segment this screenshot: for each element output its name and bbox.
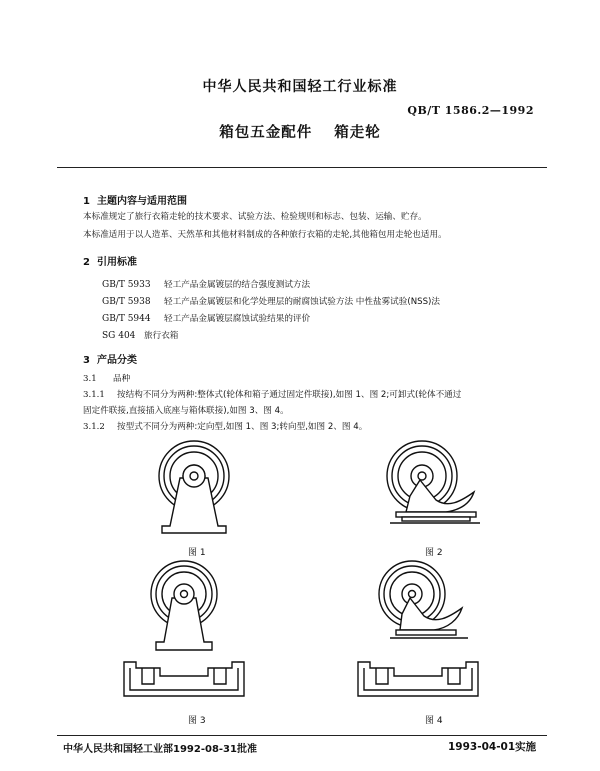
figure-1-caption: 图 1: [188, 548, 206, 558]
section-1-heading: 1 主题内容与适用范围: [83, 196, 187, 207]
approval-note: 中华人民共和国轻工业部1992-08-31批准: [63, 744, 257, 755]
subsection-3-1: 3.1 品种: [83, 374, 131, 384]
title-part2: 箱走轮: [334, 125, 381, 141]
reference-item: GB/T 5944 轻工产品金属镀层腐蚀试验结果的评价: [102, 314, 311, 324]
section-3-heading: 3 产品分类: [83, 355, 137, 366]
standard-category: 中华人民共和国轻工行业标准: [202, 79, 398, 95]
section-2-heading: 2 引用标准: [83, 257, 137, 268]
figure-2-swivel-caster: [380, 438, 500, 538]
figure-3-caption: 图 3: [188, 716, 206, 726]
standard-code: QB/T 1586.2—1992: [407, 104, 534, 117]
effective-date: 1993-04-01实施: [448, 741, 537, 753]
footer-rule: [57, 735, 547, 736]
reference-item: GB/T 5938 轻工产品金属镀层和化学处理层的耐腐蚀试验方法 中性盐雾试验(NSS)法: [102, 297, 440, 307]
figure-1-fixed-caster: [140, 438, 260, 538]
subsection-3-1-1-line1: 3.1.1 按结构不同分为两种:整体式(轮体和箱子通过固定件联接),如图 1、图 2;可卸式(轮体不通过: [83, 390, 462, 400]
subsection-3-1-2: 3.1.2 按型式不同分为两种:定向型,如图 1、图 3;转向型,如图 2、图 4。: [83, 422, 368, 432]
figure-3-fixed-caster-detachable: [120, 558, 270, 708]
reference-item: GB/T 5933 轻工产品金属镀层的结合强度测试方法: [102, 280, 311, 290]
section-1-para1: 本标准规定了旅行衣箱走轮的技术要求、试验方法、检验规则和标志、包装、运输、贮存。: [83, 212, 427, 222]
title-part1: 箱包五金配件: [219, 125, 313, 141]
document-title: [0, 121, 600, 142]
section-1-para2: 本标准适用于以人造革、天然革和其他材料制成的各种旅行衣箱的走轮,其他箱包用走轮也适用。: [83, 230, 447, 240]
header-rule: [57, 167, 547, 168]
figure-2-caption: 图 2: [425, 548, 443, 558]
figure-4-caption: 图 4: [425, 716, 443, 726]
reference-item: SG 404 旅行衣箱: [102, 331, 179, 341]
figure-4-swivel-caster-detachable: [350, 558, 500, 708]
subsection-3-1-1-line2: 固定件联接,直接插入底座与箱体联接),如图 3、图 4。: [83, 406, 289, 416]
